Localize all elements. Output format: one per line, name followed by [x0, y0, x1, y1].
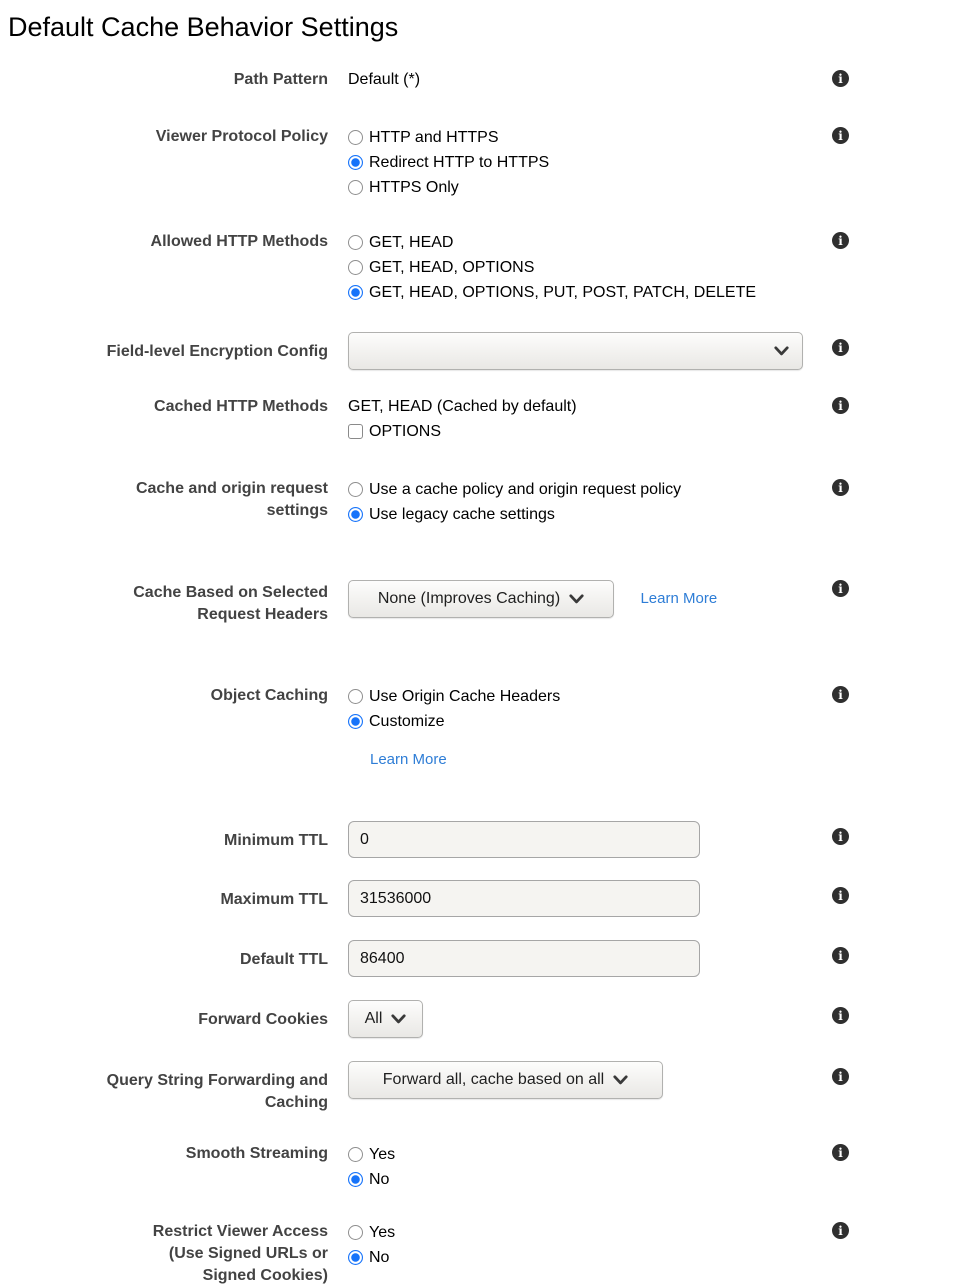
info-icon[interactable]: i — [832, 127, 849, 144]
cache-headers-label: Cache Based on Selected Request Headers — [133, 584, 328, 623]
radio-all-methods[interactable]: GET, HEAD, OPTIONS, PUT, POST, PATCH, DELETE — [348, 280, 960, 305]
cached-methods-default-text: GET, HEAD (Cached by default) — [348, 398, 577, 415]
select-value: None (Improves Caching) — [377, 590, 561, 607]
row-field-level-encryption — [0, 332, 960, 370]
info-icon[interactable]: i — [832, 947, 849, 964]
radio-icon[interactable] — [348, 689, 363, 704]
path-pattern-value: Default (*) — [348, 71, 421, 88]
radio-restrict-access-no[interactable]: No — [348, 1245, 960, 1270]
info-icon[interactable]: i — [832, 828, 849, 845]
chevron-down-icon — [569, 594, 584, 604]
radio-restrict-access-yes[interactable]: Yes — [348, 1220, 960, 1245]
radio-icon[interactable] — [348, 1147, 363, 1162]
object-caching-label: Object Caching — [210, 687, 328, 704]
row-query-string — [0, 1061, 960, 1114]
chevron-down-icon — [774, 346, 789, 356]
radio-use-origin-cache-headers[interactable]: Use Origin Cache Headers — [348, 684, 960, 709]
radio-http-and-https[interactable]: HTTP and HTTPS — [348, 125, 960, 150]
smooth-streaming-label: Smooth Streaming — [185, 1145, 328, 1162]
info-icon[interactable]: i — [832, 397, 849, 414]
row-cached-http-methods — [0, 395, 960, 444]
row-path-pattern — [0, 68, 960, 91]
row-minimum-ttl — [0, 821, 960, 858]
radio-smooth-streaming-no[interactable]: No — [348, 1167, 960, 1192]
path-pattern-label: Path Pattern — [233, 71, 328, 88]
select-value: Forward all, cache based on all — [382, 1071, 605, 1088]
info-icon[interactable]: i — [832, 479, 849, 496]
row-viewer-protocol-policy — [0, 125, 960, 200]
info-icon[interactable]: i — [832, 232, 849, 249]
radio-selected-icon[interactable] — [348, 714, 363, 729]
info-icon[interactable]: i — [832, 70, 849, 87]
radio-legacy-cache-settings[interactable]: Use legacy cache settings — [348, 502, 960, 527]
radio-customize[interactable]: Customize — [348, 709, 960, 734]
info-icon[interactable]: i — [832, 580, 849, 597]
allowed-http-methods-label: Allowed HTTP Methods — [150, 233, 328, 250]
radio-selected-icon[interactable] — [348, 1172, 363, 1187]
maximum-ttl-input[interactable] — [348, 880, 700, 917]
radio-selected-icon[interactable] — [348, 1250, 363, 1265]
chevron-down-icon — [613, 1075, 628, 1085]
info-icon[interactable]: i — [832, 1007, 849, 1024]
minimum-ttl-label: Minimum TTL — [224, 832, 328, 849]
radio-get-head[interactable]: GET, HEAD — [348, 230, 960, 255]
radio-icon[interactable] — [348, 1225, 363, 1240]
info-icon[interactable]: i — [832, 686, 849, 703]
cache-origin-settings-label: Cache and origin request settings — [135, 480, 328, 519]
viewer-protocol-policy-label: Viewer Protocol Policy — [155, 128, 328, 145]
select-value: All — [364, 1010, 383, 1027]
chevron-down-icon — [391, 1014, 406, 1024]
learn-more-link[interactable]: Learn More — [370, 751, 447, 768]
info-icon[interactable]: i — [832, 1222, 849, 1239]
forward-cookies-select[interactable] — [348, 1000, 423, 1038]
info-icon[interactable]: i — [832, 339, 849, 356]
restrict-viewer-access-label: Restrict Viewer Access (Use Signed URLs or Signed Cookies) — [152, 1223, 328, 1284]
radio-get-head-options[interactable]: GET, HEAD, OPTIONS — [348, 255, 960, 280]
radio-icon[interactable] — [348, 235, 363, 250]
row-allowed-http-methods — [0, 230, 960, 305]
row-maximum-ttl — [0, 880, 960, 917]
query-string-select[interactable] — [348, 1061, 663, 1099]
row-cache-origin-settings — [0, 477, 960, 527]
maximum-ttl-label: Maximum TTL — [220, 891, 328, 908]
radio-icon[interactable] — [348, 260, 363, 275]
radio-redirect-http-to-https[interactable]: Redirect HTTP to HTTPS — [348, 150, 960, 175]
cached-http-methods-label: Cached HTTP Methods — [154, 398, 328, 415]
checkbox-options[interactable]: OPTIONS — [348, 419, 960, 444]
radio-selected-icon[interactable] — [348, 507, 363, 522]
row-object-caching — [0, 684, 960, 769]
radio-icon[interactable] — [348, 180, 363, 195]
field-level-encryption-label: Field-level Encryption Config — [106, 343, 328, 360]
row-cache-headers — [0, 573, 960, 626]
field-level-encryption-select[interactable] — [348, 332, 803, 370]
radio-icon[interactable] — [348, 130, 363, 145]
radio-selected-icon[interactable] — [348, 155, 363, 170]
radio-https-only[interactable]: HTTPS Only — [348, 175, 960, 200]
cache-headers-select[interactable] — [348, 580, 614, 618]
query-string-label: Query String Forwarding and Caching — [106, 1072, 328, 1111]
radio-cache-policy[interactable]: Use a cache policy and origin request policy — [348, 477, 960, 502]
row-forward-cookies — [0, 1000, 960, 1038]
row-restrict-viewer-access — [0, 1220, 960, 1287]
info-icon[interactable]: i — [832, 1144, 849, 1161]
page-title: Default Cache Behavior Settings — [8, 12, 399, 42]
row-smooth-streaming — [0, 1142, 960, 1192]
learn-more-link[interactable]: Learn More — [640, 590, 718, 607]
checkbox-icon[interactable] — [348, 424, 363, 439]
info-icon[interactable]: i — [832, 887, 849, 904]
default-cache-behavior-form — [0, 68, 960, 1287]
forward-cookies-label: Forward Cookies — [198, 1011, 328, 1028]
default-ttl-input[interactable] — [348, 940, 700, 977]
default-ttl-label: Default TTL — [240, 951, 328, 968]
radio-smooth-streaming-yes[interactable]: Yes — [348, 1142, 960, 1167]
row-default-ttl — [0, 940, 960, 977]
info-icon[interactable]: i — [832, 1068, 849, 1085]
minimum-ttl-input[interactable] — [348, 821, 700, 858]
radio-selected-icon[interactable] — [348, 285, 363, 300]
radio-icon[interactable] — [348, 482, 363, 497]
